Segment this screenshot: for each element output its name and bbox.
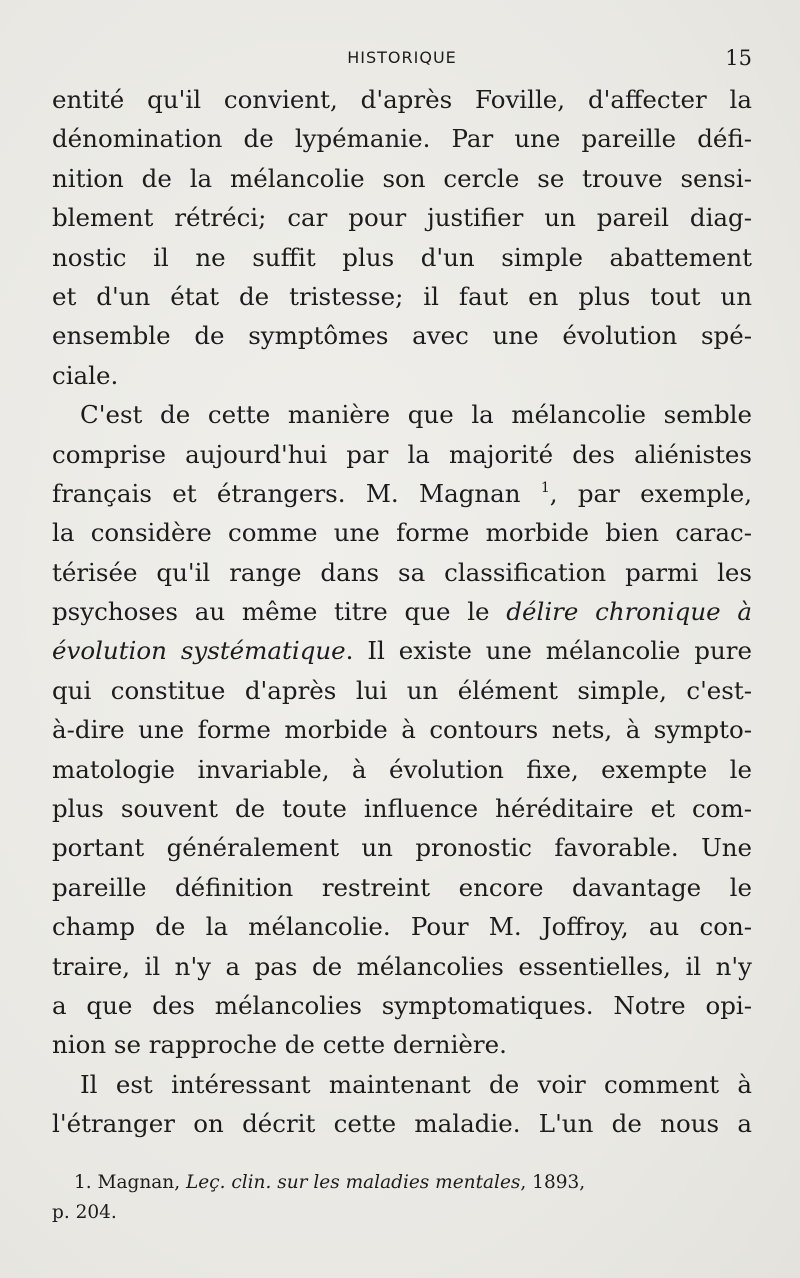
text-line: traire, il n'y a pas de mélancolies essentielles, il n'y xyxy=(52,951,752,981)
text-line: a que des mélancolies symptomatiques. Notre opi- xyxy=(52,990,752,1020)
italic-term: délire chronique à xyxy=(506,597,752,627)
running-title: HISTORIQUE xyxy=(347,48,457,67)
body-text xyxy=(52,80,752,1144)
footnote-year: , 1893, xyxy=(520,1172,586,1193)
text-line: l'étranger on décrit cette maladie. L'un de nous a xyxy=(52,1109,752,1139)
text-line: Il est intéressant maintenant de voir comment à xyxy=(80,1069,752,1099)
text-line-italic xyxy=(52,592,752,631)
text-line: matologie invariable, à évolution fixe, exempte le xyxy=(52,754,752,784)
text-line: ciale. xyxy=(52,360,119,390)
text-line: portant généralement un pronostic favorable. Une xyxy=(52,833,752,863)
text-fragment: psychoses au même titre que le xyxy=(52,597,507,627)
text-line: pareille définition restreint encore davantage le xyxy=(52,872,752,902)
text-line: dénomination de lypémanie. Par une pareille défi- xyxy=(52,124,752,154)
text-fragment: , par exemple, xyxy=(549,478,752,508)
text-line: nion se rapproche de cette dernière. xyxy=(52,1030,507,1060)
footnote-number: 1. xyxy=(74,1172,98,1193)
text-line: qui constitue d'après lui un élément simple, c'est- xyxy=(52,675,752,705)
text-line-italic xyxy=(52,631,752,670)
text-line: blement rétréci; car pour justifier un pareil diag- xyxy=(52,203,752,233)
text-line: et d'un état de tristesse; il faut en plus tout un xyxy=(52,281,752,311)
footnote-title: Leç. clin. sur les maladies mentales xyxy=(185,1172,521,1193)
text-line: térisée qu'il range dans sa classification parmi les xyxy=(52,557,752,587)
text-line: nostic il ne suffit plus d'un simple abattement xyxy=(52,242,752,272)
footnote-page: p. 204. xyxy=(52,1202,117,1223)
text-fragment: . Il existe une mélancolie pure xyxy=(345,636,752,666)
italic-term: évolution systématique xyxy=(52,636,346,666)
page-number: 15 xyxy=(725,46,752,70)
text-line: C'est de cette manière que la mélancolie semble xyxy=(80,400,752,430)
text-line: ensemble de symptômes avec une évolution spé- xyxy=(52,321,752,351)
text-line: entité qu'il convient, d'après Foville, d'affecter la xyxy=(52,85,752,114)
footnote-marker: 1 xyxy=(540,479,550,496)
footnotes xyxy=(52,1168,752,1228)
footnote-author: Magnan, xyxy=(97,1172,186,1193)
running-head xyxy=(52,46,752,70)
text-line: à-dire une forme morbide à contours nets, à sympto- xyxy=(52,715,752,745)
text-fragment: français et étrangers. M. Magnan xyxy=(52,478,541,508)
text-line: comprise aujourd'hui par la majorité des aliénistes xyxy=(52,439,752,469)
text-line: la considère comme une forme morbide bien carac- xyxy=(52,518,752,548)
text-line: plus souvent de toute influence héréditaire et com- xyxy=(52,794,752,824)
text-line-magnan xyxy=(52,474,752,513)
text-line: nition de la mélancolie son cercle se trouve sensi- xyxy=(52,163,752,193)
footnote-line xyxy=(52,1168,752,1198)
text-line: champ de la mélancolie. Pour M. Joffroy, au con- xyxy=(52,912,752,942)
